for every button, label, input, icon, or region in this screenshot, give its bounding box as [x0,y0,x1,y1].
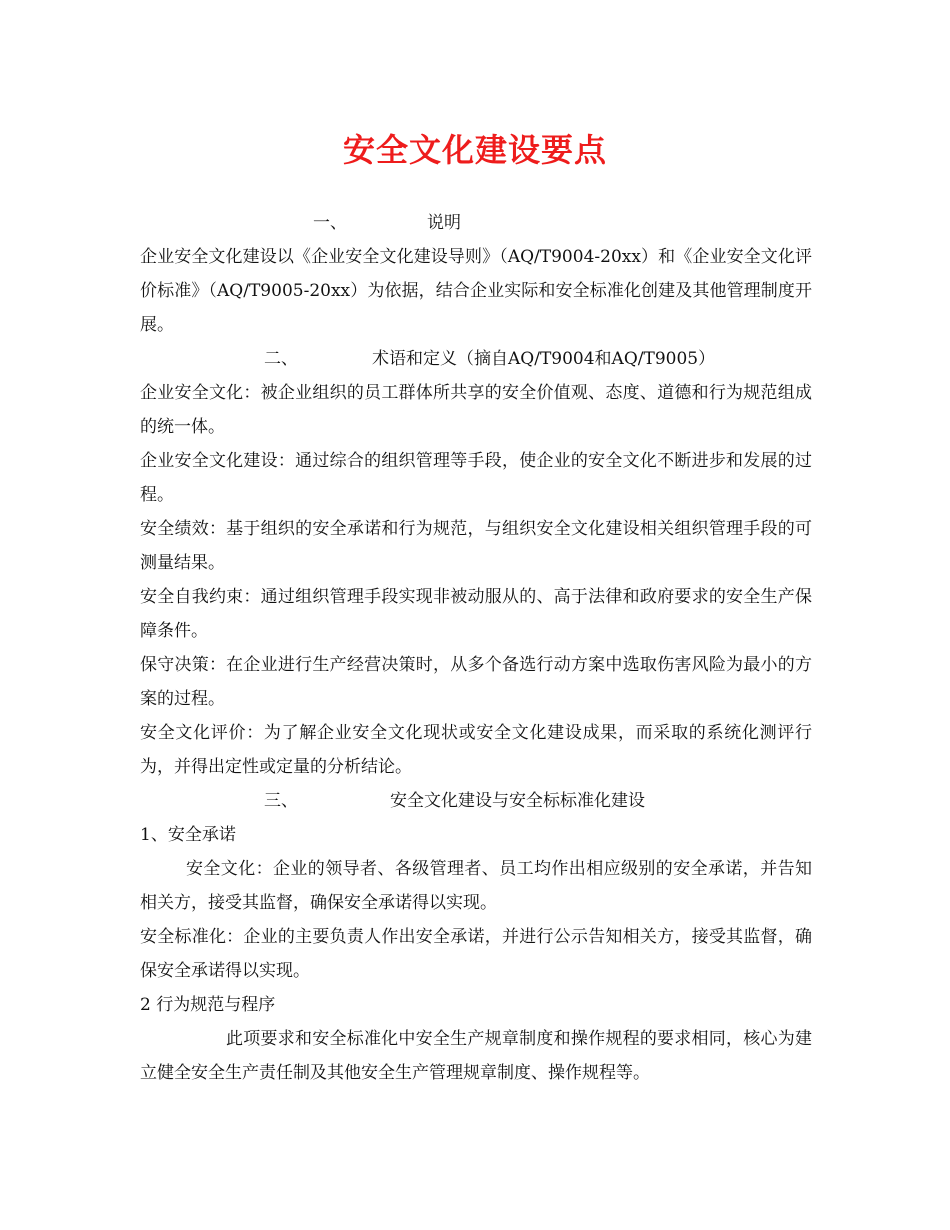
document-body [140,206,812,1090]
section-title: 安全文化建设与安全标标准化建设 [390,791,645,811]
definition-paragraph: 安全自我约束：通过组织管理手段实现非被动服从的、高于法律和政府要求的安全生产保障条件。 [140,587,812,641]
subsection-heading-2: 2 行为规范与程序 [140,995,276,1015]
section-heading-1 [140,206,812,240]
section-heading-2 [140,342,812,376]
definition-paragraph: 企业安全文化：被企业组织的员工群体所共享的安全价值观、态度、道德和行为规范组成的统一体。 [140,383,812,437]
paragraph: 企业安全文化建设以《企业安全文化建设导则》（AQ/T9004-20xx）和《企业安全文化评价标准》（AQ/T9005-20xx）为依据，结合企业实际和安全标准化创建及其他管理制度开展。 [140,247,812,335]
section-heading-3 [140,784,812,818]
section-number: 二、 [264,349,298,369]
subsection-heading-1: 1、安全承诺 [140,825,236,845]
definition-paragraph: 保守决策：在企业进行生产经营决策时，从多个备选行动方案中选取伤害风险为最小的方案的过程。 [140,655,812,709]
section-title: 术语和定义（摘自AQ/T9004和AQ/T9005） [372,349,716,369]
paragraph: 安全标准化：企业的主要负责人作出安全承诺，并进行公示告知相关方，接受其监督，确保安全承诺得以实现。 [140,927,812,981]
paragraph: 此项要求和安全标准化中安全生产规章制度和操作规程的要求相同，核心为建立健全安全生产责任制及其他安全生产管理规章制度、操作规程等。 [140,1029,812,1083]
definition-paragraph: 安全文化评价：为了解企业安全文化现状或安全文化建设成果，而采取的系统化测评行为，并得出定性或定量的分析结论。 [140,723,812,777]
definition-paragraph: 企业安全文化建设：通过综合的组织管理等手段，使企业的安全文化不断进步和发展的过程。 [140,451,812,505]
section-number: 三、 [264,791,298,811]
section-number: 一、 [313,213,347,233]
paragraph: 安全文化：企业的领导者、各级管理者、员工均作出相应级别的安全承诺，并告知相关方，接受其监督，确保安全承诺得以实现。 [140,859,812,913]
section-title: 说明 [427,213,461,233]
document-title: 安全文化建设要点 [342,131,607,169]
definition-paragraph: 安全绩效：基于组织的安全承诺和行为规范，与组织安全文化建设相关组织管理手段的可测量结果。 [140,519,812,573]
